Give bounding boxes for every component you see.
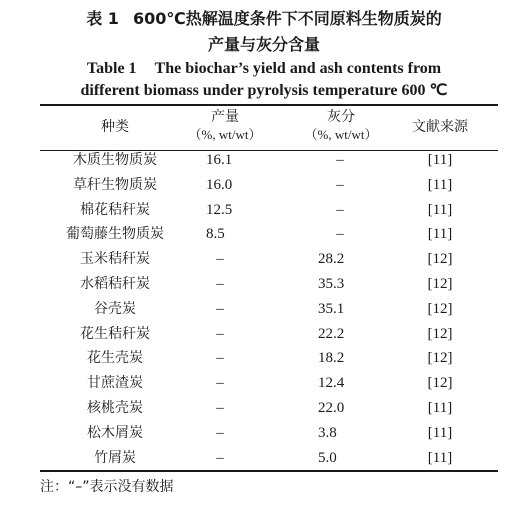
cell-reference: [12] bbox=[427, 300, 453, 317]
table-row bbox=[0, 272, 528, 297]
table-note: 注：“–”表示没有数据 bbox=[40, 479, 174, 495]
header-ash-label: 灰分 bbox=[327, 109, 355, 125]
cell-reference: [12] bbox=[427, 325, 453, 342]
table-title-cn bbox=[0, 9, 528, 29]
cell-reference: [11] bbox=[427, 424, 453, 441]
header-name: 种类 bbox=[101, 119, 129, 135]
table-title-cn-number: 600 bbox=[132, 9, 167, 28]
cell-biochar-type: 水稻秸秆炭 bbox=[80, 276, 150, 292]
cell-yield: – bbox=[216, 276, 224, 292]
cell-ash: 28.2 bbox=[318, 251, 345, 268]
cell-yield: – bbox=[216, 325, 224, 342]
cell-yield: – bbox=[216, 400, 224, 416]
cell-biochar-type: 竹屑炭 bbox=[94, 449, 136, 466]
table-row bbox=[0, 421, 528, 446]
table-row bbox=[0, 297, 528, 322]
header-ash bbox=[286, 108, 396, 144]
cell-reference: [12] bbox=[427, 375, 453, 392]
cell-biochar-type: 棉花秸秆炭 bbox=[80, 201, 150, 218]
cell-biochar-type: 木质生物质炭 bbox=[73, 152, 157, 168]
cell-biochar-type: 花生秸秆炭 bbox=[80, 325, 150, 342]
table-row bbox=[0, 371, 528, 396]
table-title-en bbox=[0, 59, 528, 79]
cell-yield: – bbox=[216, 375, 224, 392]
cell-yield: – bbox=[216, 449, 224, 466]
top-rule bbox=[40, 104, 498, 106]
cell-ash: 22.0 bbox=[318, 400, 345, 416]
table-row bbox=[0, 346, 528, 371]
cell-biochar-type: 甘蔗渣炭 bbox=[87, 375, 143, 392]
cell-biochar-type: 松木屑炭 bbox=[87, 424, 143, 441]
table-label-en: Table 1 bbox=[86, 60, 137, 77]
cell-ash: 18.2 bbox=[318, 350, 345, 367]
cell-reference: [11] bbox=[427, 201, 453, 218]
table-title-cn-text: ℃热解温度条件下不同原料生物质炭的 bbox=[166, 9, 442, 28]
cell-reference: [12] bbox=[427, 276, 453, 292]
cell-ash: 35.3 bbox=[318, 276, 345, 292]
bottom-rule bbox=[40, 470, 498, 472]
cell-biochar-type: 玉米秸秆炭 bbox=[80, 251, 150, 268]
cell-biochar-type: 葡萄藤生物质炭 bbox=[66, 226, 164, 243]
cell-yield: 12.5 bbox=[206, 201, 233, 218]
cell-reference: [11] bbox=[427, 449, 453, 466]
cell-ash: 5.0 bbox=[318, 449, 337, 466]
table-label-cn: 表 1 bbox=[86, 9, 119, 28]
cell-reference: [12] bbox=[427, 350, 453, 367]
header-yield-label: 产量 bbox=[211, 109, 239, 125]
cell-ash: 3.8 bbox=[318, 424, 337, 441]
cell-yield: – bbox=[216, 424, 224, 441]
cell-reference: [11] bbox=[427, 152, 453, 168]
header-ash-unit: （%, wt/wt） bbox=[304, 127, 378, 142]
table-row bbox=[0, 148, 528, 173]
cell-yield: 8.5 bbox=[206, 226, 225, 243]
table-row bbox=[0, 446, 528, 471]
cell-biochar-type: 草秆生物质炭 bbox=[73, 176, 157, 193]
header-yield bbox=[170, 108, 280, 144]
table-row bbox=[0, 396, 528, 421]
cell-ash: – bbox=[336, 201, 344, 218]
cell-reference: [11] bbox=[427, 176, 453, 193]
cell-ash: 35.1 bbox=[318, 300, 345, 317]
table-title-en-line1: The biochar’s yield and ash contents from bbox=[154, 60, 442, 77]
table-row bbox=[0, 198, 528, 223]
cell-yield: 16.1 bbox=[206, 152, 233, 168]
table-row bbox=[0, 222, 528, 247]
cell-ash: – bbox=[336, 176, 344, 193]
table-row bbox=[0, 247, 528, 272]
cell-ash: – bbox=[336, 152, 344, 168]
cell-biochar-type: 谷壳炭 bbox=[94, 300, 136, 317]
header-yield-unit: （%, wt/wt） bbox=[188, 127, 262, 142]
cell-yield: – bbox=[216, 300, 224, 317]
cell-reference: [11] bbox=[427, 226, 453, 243]
cell-ash: 22.2 bbox=[318, 325, 345, 342]
table-row bbox=[0, 173, 528, 198]
cell-reference: [12] bbox=[427, 251, 453, 268]
table-title-cn-line2: 产量与灰分含量 bbox=[207, 35, 320, 54]
cell-ash: 12.4 bbox=[318, 375, 345, 392]
cell-ash: – bbox=[336, 226, 344, 243]
cell-biochar-type: 花生壳炭 bbox=[87, 350, 143, 367]
cell-biochar-type: 核桃壳炭 bbox=[87, 400, 143, 416]
cell-yield: – bbox=[216, 251, 224, 268]
header-ref: 文献来源 bbox=[412, 119, 468, 135]
cell-yield: 16.0 bbox=[206, 176, 233, 193]
table-row bbox=[0, 322, 528, 347]
cell-yield: – bbox=[216, 350, 224, 367]
table-title-en-line2: different biomass under pyrolysis temperature 600 ℃ bbox=[80, 82, 448, 99]
cell-reference: [11] bbox=[427, 400, 453, 416]
